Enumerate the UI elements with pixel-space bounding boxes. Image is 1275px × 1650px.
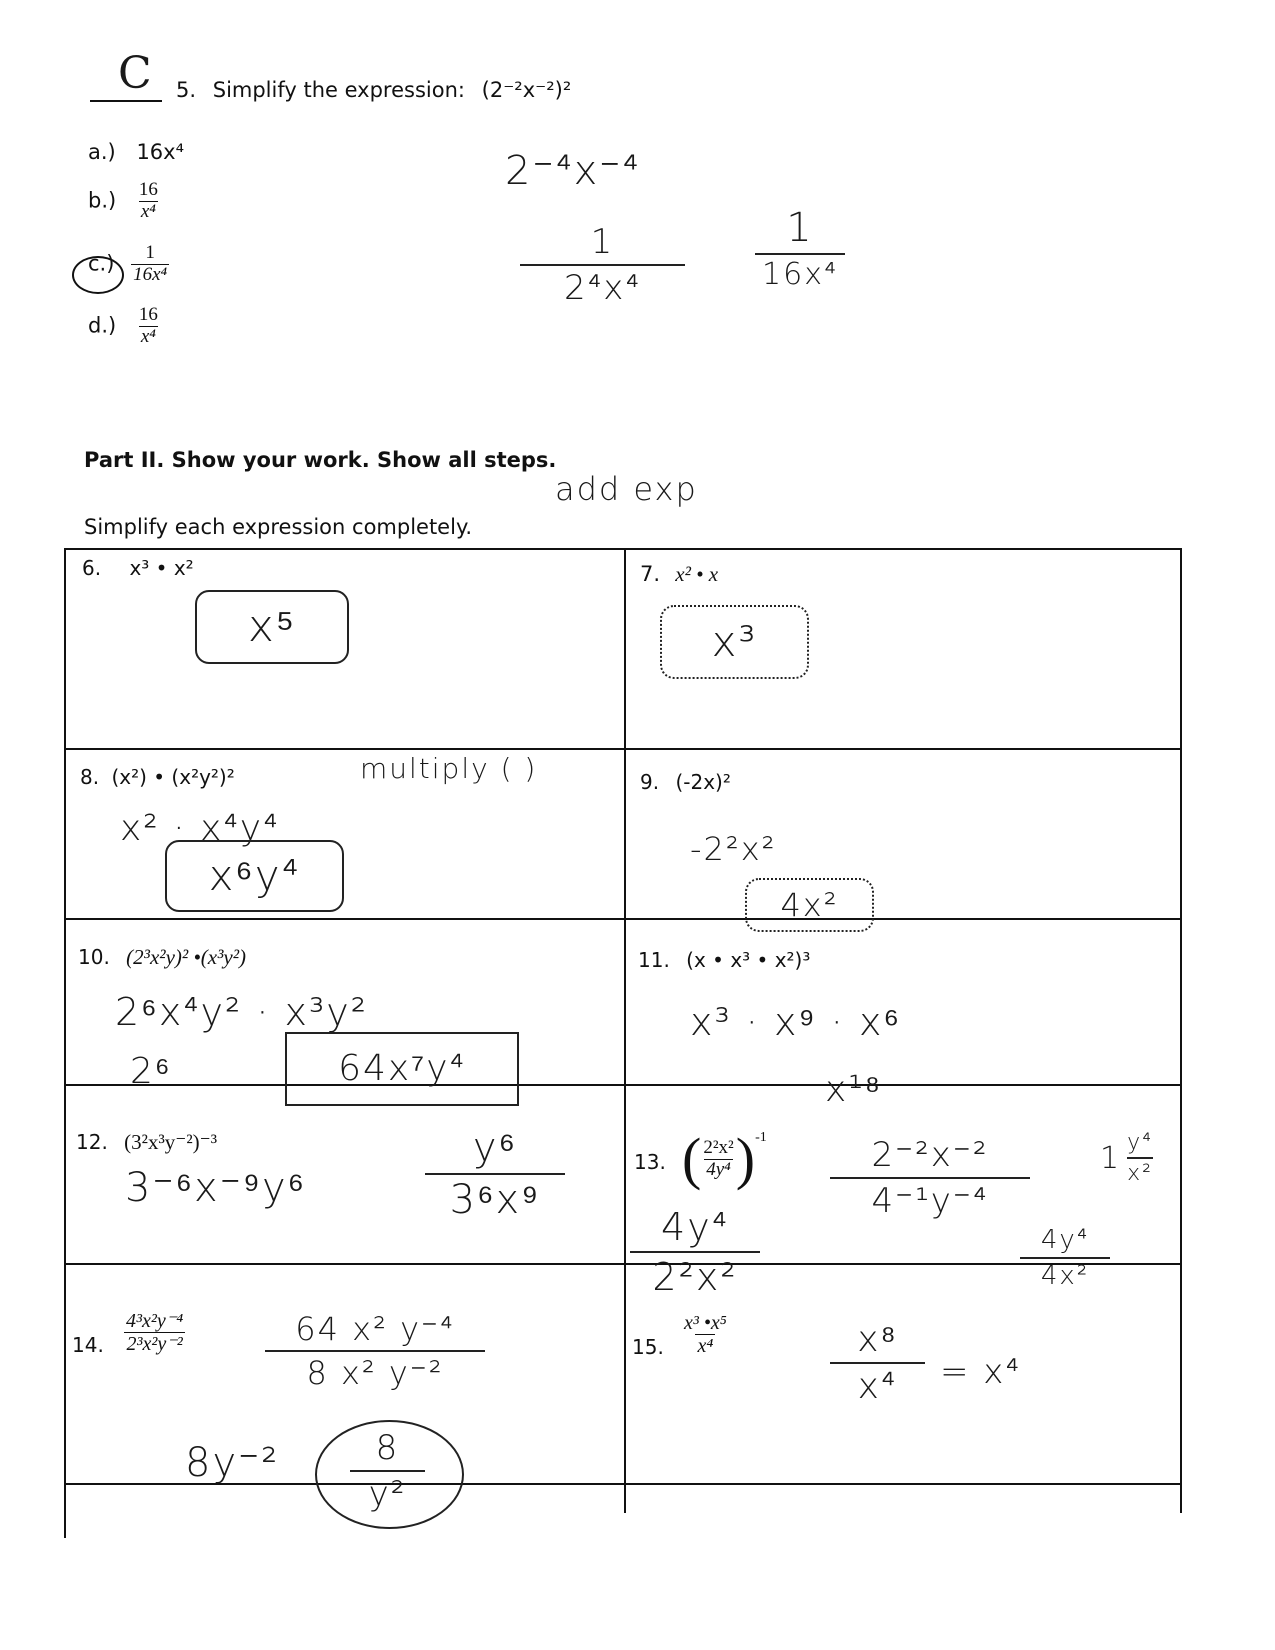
question-5-prompt xyxy=(176,78,571,102)
problem-6 xyxy=(82,556,194,580)
choice-d xyxy=(88,305,160,348)
denominator: 2⁴x⁴ xyxy=(563,268,641,308)
numerator: 8 xyxy=(375,1428,400,1468)
denominator: 4y⁴ xyxy=(706,1158,731,1180)
problem-number: 8. xyxy=(80,765,100,789)
problem-10-step: 2⁶x⁴y² · x³y² xyxy=(115,990,368,1034)
problem-13: 13. xyxy=(634,1150,666,1174)
denominator: x⁴ xyxy=(140,200,156,222)
choice-fraction xyxy=(137,305,160,348)
problem-expression: x² • x xyxy=(675,562,719,586)
numerator: y⁶ xyxy=(472,1125,518,1171)
numerator: 16 xyxy=(138,304,158,325)
numerator: 1 xyxy=(786,205,814,251)
denominator: 16x⁴ xyxy=(762,257,838,292)
answer-blank xyxy=(90,100,162,102)
q5-work-fraction1 xyxy=(520,222,685,308)
numerator: x³ •x⁵ xyxy=(684,1312,727,1334)
problem-number: 10. xyxy=(78,945,110,969)
problem-13-work2 xyxy=(1020,1225,1110,1291)
problem-7-answer: x³ xyxy=(660,605,809,679)
problem-11-step: x³ · x⁹ · x⁶ xyxy=(690,1000,902,1044)
problem-9-step: -2²x² xyxy=(690,830,777,868)
problem-9 xyxy=(640,770,731,794)
denominator: 2²x² xyxy=(652,1255,738,1299)
choice-c xyxy=(88,243,169,286)
question-number: 5. xyxy=(176,78,197,102)
problem-14-expression xyxy=(124,1310,185,1355)
problem-10-aside: 2⁶ xyxy=(130,1051,172,1092)
choice-a xyxy=(88,140,184,164)
problem-15-expression xyxy=(682,1312,729,1357)
numerator: y⁴ xyxy=(1127,1130,1153,1155)
problem-number: 11. xyxy=(638,948,670,972)
problem-13-work1 xyxy=(630,1205,760,1299)
problem-6-answer: x⁵ xyxy=(195,590,349,664)
outer-exponent: -1 xyxy=(755,1130,767,1145)
numerator: x⁸ xyxy=(857,1319,898,1360)
choice-value: 16x⁴ xyxy=(136,140,185,164)
problem-13-work3 xyxy=(1100,1130,1153,1186)
problem-7 xyxy=(640,562,718,587)
q5-work-fraction2 xyxy=(755,205,845,292)
problem-14-step2: 8y⁻² xyxy=(185,1440,280,1486)
problem-14-step xyxy=(265,1310,485,1392)
denominator: 3⁶x⁹ xyxy=(449,1177,541,1223)
choice-label: b.) xyxy=(88,188,117,213)
instructions: Simplify each expression completely. xyxy=(84,515,473,539)
problem-number: 6. xyxy=(82,556,102,580)
denominator: y² xyxy=(368,1474,407,1514)
problem-12 xyxy=(76,1130,217,1155)
problem-13-step xyxy=(830,1135,1030,1221)
problem-expression: x³ • x² xyxy=(129,556,194,580)
denominator: 2³x²y⁻² xyxy=(126,1333,183,1355)
problem-9-answer: 4x² xyxy=(745,878,874,932)
problem-expression: (3²x³y⁻²)⁻³ xyxy=(124,1130,218,1154)
numerator: 4³x²y⁻⁴ xyxy=(126,1310,184,1332)
problem-15: 15. xyxy=(632,1335,664,1359)
problem-11 xyxy=(638,948,810,972)
problem-expression: (-2x)² xyxy=(675,770,731,794)
numerator: 1 xyxy=(145,242,155,263)
numerator: 64 x² y⁻⁴ xyxy=(295,1310,455,1348)
problem-10 xyxy=(78,945,246,970)
choice-label: a.) xyxy=(88,140,116,164)
inner-fraction xyxy=(701,1138,735,1181)
question-text: Simplify the expression: xyxy=(212,78,465,102)
choice-label: c.) xyxy=(88,251,115,276)
denominator: x⁴ xyxy=(857,1366,898,1407)
denominator: 8 x² y⁻² xyxy=(306,1354,444,1392)
problem-12-step: 3⁻⁶x⁻⁹y⁶ xyxy=(125,1165,307,1211)
handwritten-answer-mark: C xyxy=(118,48,154,99)
problem-8 xyxy=(80,765,235,789)
choice-fraction xyxy=(137,180,160,223)
problem-10-answer: 64x⁷y⁴ xyxy=(285,1032,519,1106)
problem-8-answer: x⁶y⁴ xyxy=(165,840,344,912)
problem-8-step: x² · x⁴y⁴ xyxy=(120,808,280,849)
problem-number: 7. xyxy=(640,562,661,586)
denominator: 4x² xyxy=(1040,1261,1090,1291)
numerator: 1 xyxy=(590,222,615,262)
problem-14: 14. xyxy=(72,1333,104,1357)
choice-b xyxy=(88,180,160,223)
problem-number: 9. xyxy=(640,770,660,794)
problem-14-answer xyxy=(350,1428,425,1514)
q5-work-line1: 2⁻⁴x⁻⁴ xyxy=(505,148,641,194)
question-expression: (2⁻²x⁻²)² xyxy=(481,78,572,102)
choice-label: d.) xyxy=(88,313,117,338)
problem-11-answer: x¹⁸ xyxy=(825,1069,882,1110)
margin-note-add-exp: add exp xyxy=(555,470,698,508)
problem-13-expression: ( $\frac{\text{2²x²}}{\text{4y⁴}}$ ) -1 xyxy=(682,1126,767,1191)
denominator: x² xyxy=(1127,1161,1153,1186)
problem-number: 12. xyxy=(76,1130,108,1154)
problem-12-answer xyxy=(425,1125,565,1223)
denominator: 4⁻¹y⁻⁴ xyxy=(871,1181,989,1221)
denominator: 16x⁴ xyxy=(133,263,168,285)
denominator: x⁴ xyxy=(697,1335,714,1357)
numerator: 2²x² xyxy=(703,1136,734,1158)
prefix: 1 xyxy=(1100,1140,1122,1176)
numerator: 4y⁴ xyxy=(661,1205,729,1249)
problem-expression: (2³x²y)² •(x³y²) xyxy=(126,945,247,969)
part-2-heading: Part II. Show your work. Show all steps. xyxy=(84,448,557,472)
problem-expression: (x²) • (x²y²)² xyxy=(111,765,235,789)
problem-15-answer: = x⁴ xyxy=(940,1352,1022,1392)
problem-8-note: multiply ( ) xyxy=(360,752,538,785)
problem-15-step xyxy=(830,1318,925,1407)
numerator: 16 xyxy=(138,179,158,200)
denominator: x⁴ xyxy=(140,325,156,347)
choice-fraction xyxy=(131,243,169,286)
numerator: 2⁻²x⁻² xyxy=(871,1135,989,1175)
problem-expression: (x • x³ • x²)³ xyxy=(686,948,811,972)
numerator: 4y⁴ xyxy=(1040,1225,1090,1255)
